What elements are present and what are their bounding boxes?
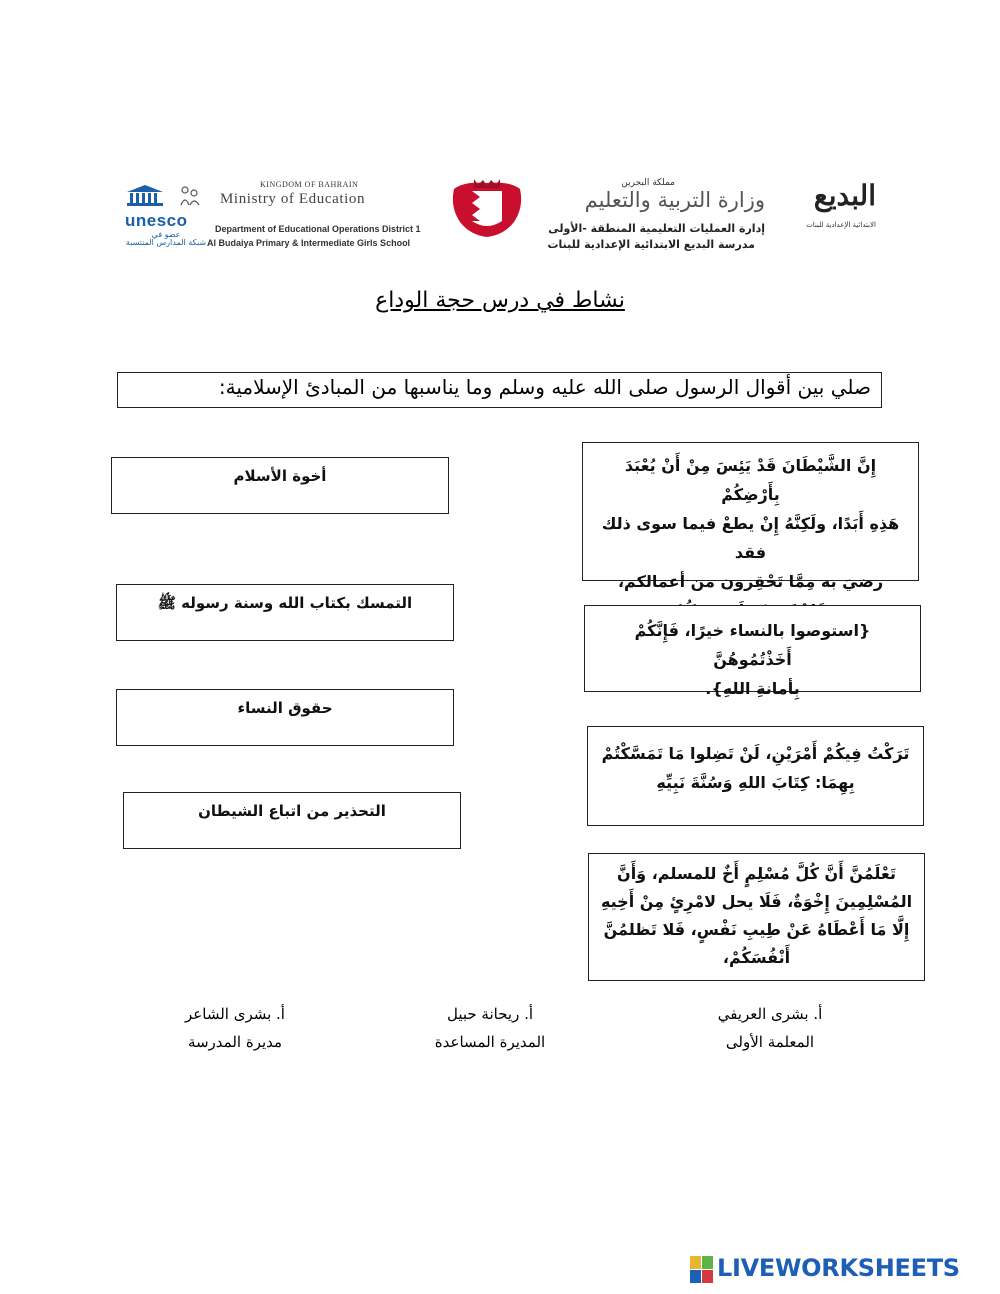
hadith-3-line-2: بِهِمَا: كِتَابَ اللهِ وَسُنَّةَ نَبِيِّهِ xyxy=(656,773,855,792)
hadith-box-4[interactable] xyxy=(588,853,925,981)
school-logo xyxy=(760,179,880,249)
signature-2 xyxy=(380,1000,600,1056)
signature-2-role: المديرة المساعدة xyxy=(434,1033,546,1051)
hadith-4-line-1: تَعْلَمُنَّ أَنَّ كُلَّ مُسْلِمٍ أَخٌ للمسلم، وَأَنَّ xyxy=(617,864,896,883)
unesco-temple-icon xyxy=(125,185,165,207)
aspnet-figures-icon xyxy=(175,185,205,207)
signature-3 xyxy=(125,1000,345,1056)
signature-1 xyxy=(660,1000,880,1056)
school-label-ar: مدرسة البديع الابتدائية الإعدادية للبنات xyxy=(547,238,755,251)
principle-3-text: حقوق النساء xyxy=(237,699,333,717)
principle-1-text: أخوة الأسلام xyxy=(233,467,327,485)
principle-4-text: التحذير من اتباع الشيطان xyxy=(198,802,386,820)
hadith-box-2[interactable] xyxy=(584,605,921,698)
principle-box-3[interactable] xyxy=(116,689,454,746)
signature-2-name: أ. ريحانة حبيل xyxy=(446,1005,534,1023)
kingdom-label-en: KINGDOM OF BAHRAIN xyxy=(260,180,359,189)
hadith-1-line-3: رضيَ به مِمَّا تَحْقِرون من أعمالكم، xyxy=(617,572,884,591)
principle-2-text: التمسك بكتاب الله وسنة رسوله ﷺ xyxy=(157,594,413,612)
ministry-label-en: Ministry of Education xyxy=(220,191,366,207)
hadith-box-1[interactable] xyxy=(582,442,919,591)
ministry-label-ar: وزارة التربية والتعليم xyxy=(584,188,765,212)
unesco-wordmark: unesco xyxy=(125,211,188,230)
signature-1-name: أ. بشرى العريفي xyxy=(717,1005,823,1023)
signature-1-role: المعلمة الأولى xyxy=(725,1033,815,1051)
hadith-4-line-2: المُسْلِمِينَ إِخْوَةٌ، فَلَا يحل لامْرِئٍ مِنْ أَخِيهِ xyxy=(600,892,913,911)
unesco-subtitle-2: شبكة المدارس المنتسبة xyxy=(125,238,207,247)
header-logos xyxy=(120,175,880,255)
hadith-4-line-4: أَنْفُسَكُمْ، xyxy=(722,948,791,967)
ministry-english-block xyxy=(207,180,485,252)
unesco-subtitle-1: عضو في xyxy=(151,230,181,239)
hadith-box-3[interactable] xyxy=(587,726,924,826)
principle-box-1[interactable] xyxy=(111,457,449,514)
instruction-box xyxy=(117,372,882,408)
department-label-ar: إدارة العمليات التعليمية المنطقة -الأولى xyxy=(548,222,765,235)
signature-3-name: أ. بشرى الشاعر xyxy=(185,1005,285,1023)
signature-3-role: مديرة المدرسة xyxy=(187,1033,283,1051)
liveworksheets-cube-icon xyxy=(690,1256,714,1284)
principle-box-2[interactable] xyxy=(116,584,454,641)
kingdom-label-ar: مملكة البحرين xyxy=(621,178,675,188)
hadith-3-line-1: تَرَكْتُ فِيكُمْ أَمْرَيْنِ، لَنْ تَضِلوا مَا تَمَسَّكْتُمْ xyxy=(601,744,910,763)
hadith-1-line-1: إِنَّ الشَّيْطَانَ قَدْ يَئِسَ مِنْ أَنْ يُعْبَدَ بِأَرْضِكُمْ xyxy=(624,456,877,504)
school-label-en: Al Budaiya Primary & Intermediate Girls School xyxy=(207,238,411,248)
liveworksheets-logo[interactable] xyxy=(690,1253,990,1287)
hadith-2-line-1: {استوصوا بالنساء خيرًا، فَإِنَّكُمْ أَخَذْتُمُوهُنَّ xyxy=(634,621,871,669)
instruction-text: صلي بين أقوال الرسول صلى الله عليه وسلم وما يناسبها من المبادئ الإسلامية: xyxy=(218,375,871,399)
unesco-logo xyxy=(123,183,209,247)
school-logo-name: البديع xyxy=(813,179,876,212)
department-label-en: Department of Educational Operations District 1 xyxy=(215,224,421,234)
hadith-2-line-2: بِأمانةِ اللهِ}. xyxy=(705,679,800,698)
school-logo-tagline: الابتدائية الإعدادية للبنات xyxy=(806,221,876,229)
principle-box-4[interactable] xyxy=(123,792,461,849)
page-title: نشاط في درس حجة الوداع xyxy=(375,288,625,313)
hadith-1-line-2: هَذِهِ أَبَدًا، ولَكِنَّهُ إِنْ يطعْ فيما سوى ذلك فقد xyxy=(601,514,900,562)
hadith-4-line-3: إِلَّا مَا أَعْطَاهُ عَنْ طِيبِ نَفْسٍ، فَلا تَظلمُنَّ xyxy=(603,920,910,939)
ministry-arabic-block xyxy=(500,178,765,253)
liveworksheets-wordmark: LIVEWORKSHEETS xyxy=(717,1254,960,1282)
